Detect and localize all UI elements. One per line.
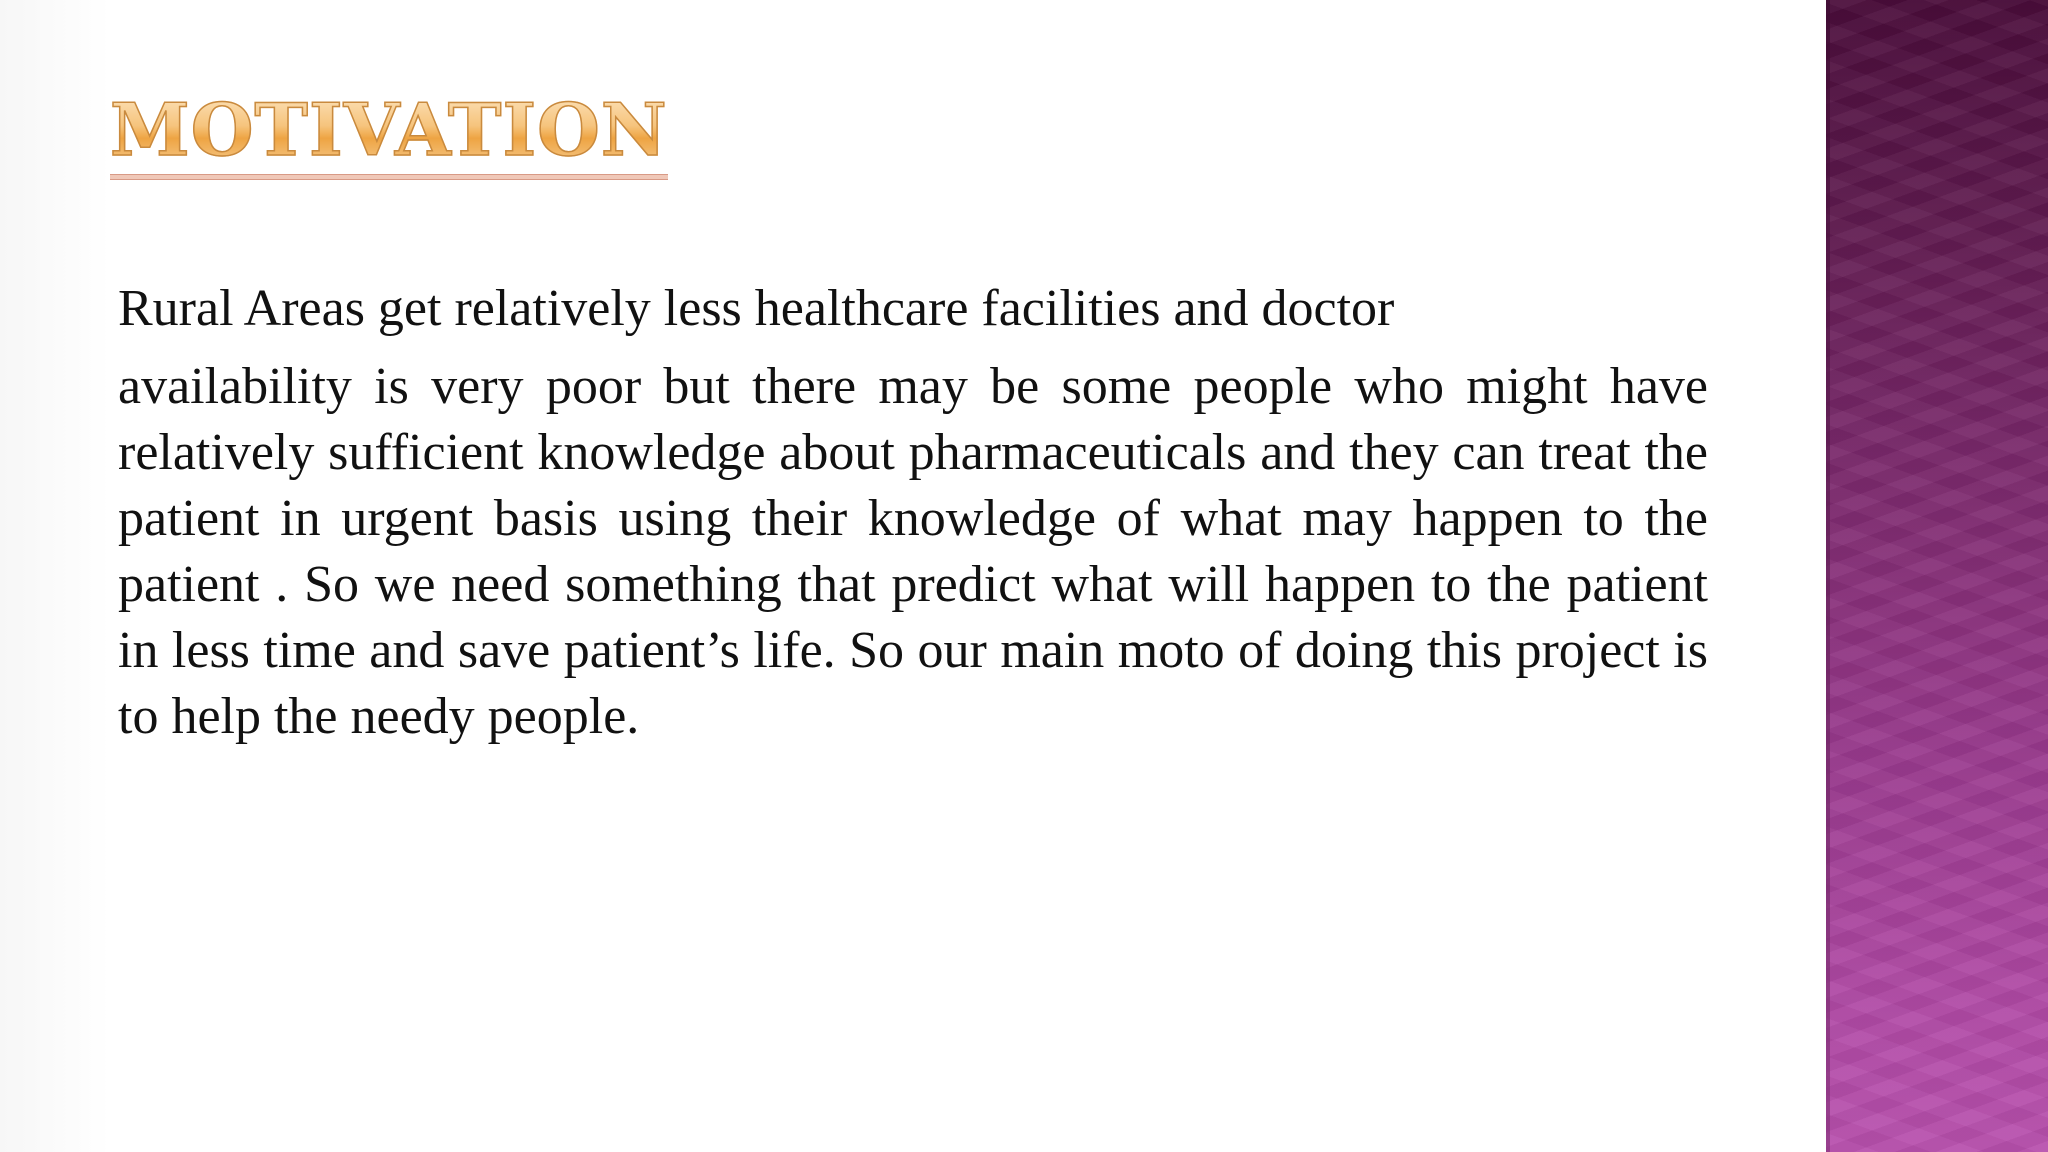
title-block (110, 88, 668, 180)
side-band-edge (1826, 0, 1830, 1152)
body-first-line: Rural Areas get relatively less healthcare facilities and doctor (118, 280, 1395, 337)
slide-title: MOTIVATION (110, 87, 668, 172)
body-paragraph: availability is very poor but there may be some people who might have relatively sufficient knowledge about pharmaceuticals and they can treat the patient in urgent basis using their knowledge of what may happen to the patient . So we need something that predict what will happen to the patient in less time and save patient’s life. So our main moto of doing this project is to help the needy people. (118, 358, 1708, 745)
side-band-texture (1826, 0, 2048, 1152)
body-text (118, 276, 1708, 750)
title-underline (110, 174, 668, 180)
decorative-side-band (1826, 0, 2048, 1152)
